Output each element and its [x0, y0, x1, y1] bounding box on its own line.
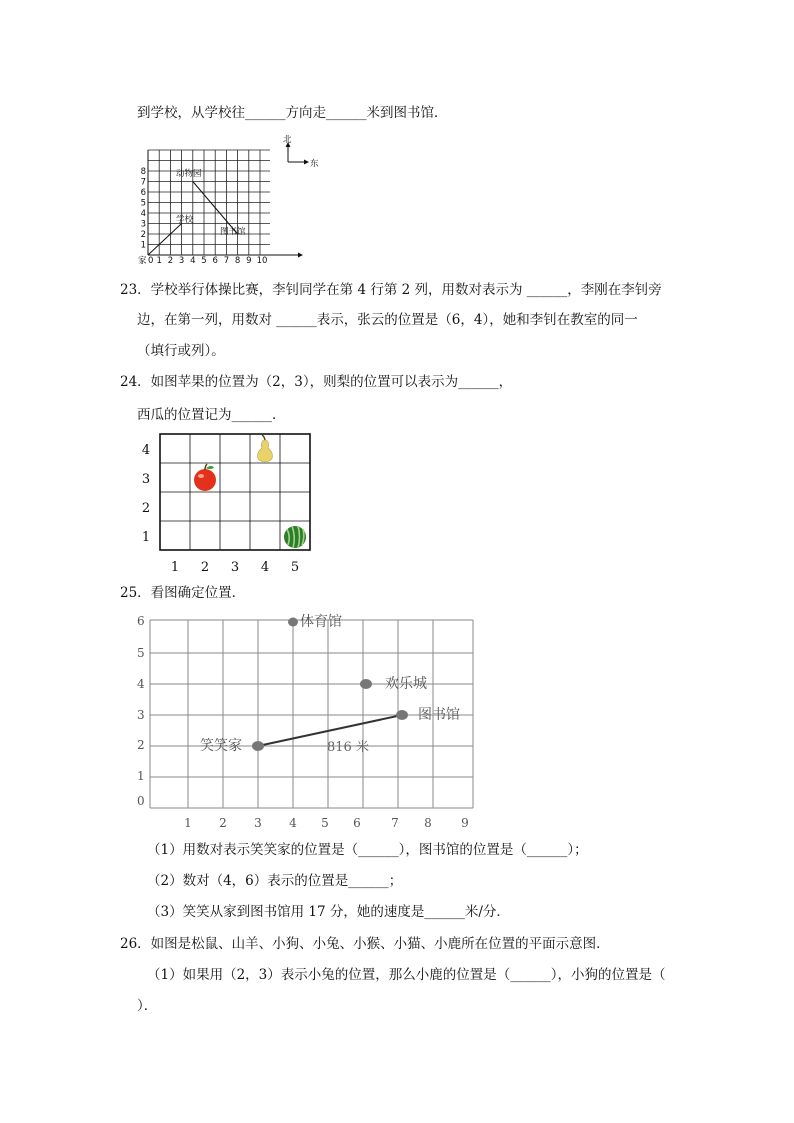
fun-city-label: 欢乐城: [385, 676, 427, 692]
row-label: 3: [141, 472, 151, 487]
y-tick: 5: [140, 198, 146, 209]
y-tick: 1: [140, 240, 146, 251]
q25-title: 25．看图确定位置．: [120, 585, 246, 601]
compass-north-label: 北: [283, 135, 292, 145]
row-label: 1: [141, 530, 151, 545]
x-tick: 2: [219, 816, 227, 830]
library-label: 图书馆: [418, 707, 460, 723]
x-tick: 4: [190, 256, 196, 265]
q25-sub3: （3）笑笑从家到图书馆用 17 分，她的速度是______米/分．: [147, 904, 510, 920]
x-tick: 9: [461, 816, 469, 830]
row-labels: [142, 443, 150, 545]
x-tick: 7: [223, 256, 230, 265]
y-tick: 8: [140, 167, 146, 177]
origin-label: 0: [148, 256, 154, 265]
q26-line3: ）．: [137, 998, 158, 1014]
stadium-point: [288, 613, 342, 630]
y-tick: 6: [140, 188, 146, 198]
x-tick-labels: [156, 256, 267, 265]
x-tick: 5: [321, 816, 329, 830]
col-label: 2: [200, 560, 210, 575]
q23-line2: 边，在第一列，用数对 ______表示，张云的位置是（6，4），她和李钊在教室的同一: [137, 312, 638, 328]
apple-icon: [194, 464, 216, 491]
y-tick: 0: [137, 794, 145, 808]
home-to-school-path: [148, 224, 182, 256]
xiaoxiao-home-point: [200, 738, 264, 754]
x-tick: 3: [178, 256, 185, 265]
x-tick: 8: [424, 816, 432, 830]
q25-sub2: （2）数对（4，6）表示的位置是______；: [147, 873, 403, 889]
y-tick: 3: [137, 708, 145, 722]
x-tick: 6: [212, 256, 218, 265]
y-tick: 4: [137, 677, 145, 691]
q26-line2: （1）如果用（2，3）表示小兔的位置，那么小鹿的位置是（______），小狗的位置是（: [147, 967, 666, 983]
library-label: 图书馆: [220, 227, 246, 237]
x-tick: 8: [234, 256, 241, 265]
y-tick-labels: [137, 614, 145, 808]
x-tick: 10: [256, 256, 268, 265]
stadium-label: 体育馆: [300, 614, 342, 630]
y-tick: 3: [140, 219, 146, 230]
pear-icon: [257, 435, 272, 462]
library-point: [396, 706, 460, 723]
q26-line1: 26．如图是松鼠、山羊、小狗、小兔、小猴、小猫、小鹿所在位置的平面示意图．: [120, 936, 610, 952]
y-tick: 4: [140, 209, 146, 219]
q23-line1: 23．学校举行体操比赛，李钊同学在第 4 行第 2 列，用数对表示为 ______，李刚在李钊旁: [120, 282, 662, 298]
q23-line3: （填行或列）。: [137, 343, 225, 359]
q22-tail-text: 到学校，从学校往______方向走______米到图书馆．: [137, 105, 448, 121]
x-tick: 4: [289, 816, 297, 830]
y-tick: 6: [137, 614, 145, 628]
x-tick: 9: [246, 256, 252, 265]
col-label: 5: [290, 560, 300, 575]
y-tick: 1: [137, 769, 145, 783]
compass-east-label: 东: [310, 159, 319, 169]
x-tick: 5: [201, 256, 207, 265]
col-label: 3: [230, 560, 240, 575]
x-tick: 1: [156, 256, 162, 265]
home-label: 家: [138, 256, 147, 265]
col-label: 1: [170, 560, 180, 575]
distance-label: 816 米: [327, 740, 369, 755]
col-label: 4: [260, 560, 270, 575]
y-tick-labels: [141, 167, 146, 251]
x-tick: 2: [167, 256, 174, 265]
q24-line1: 24．如图苹果的位置为（2，3），则梨的位置可以表示为______，: [120, 374, 513, 390]
y-tick: 2: [137, 738, 145, 752]
q22-grid-figure: [138, 133, 323, 265]
x-tick-labels: [184, 816, 469, 830]
row-label: 2: [141, 501, 151, 516]
x-tick: 1: [184, 816, 192, 830]
col-labels: [171, 560, 299, 575]
q24-line2: 西瓜的位置记为______．: [137, 407, 286, 423]
x-tick: 6: [353, 816, 361, 830]
row-label: 4: [141, 443, 151, 458]
q25-sub1: （1）用数对表示笑笑家的位置是（______），图书馆的位置是（______）；: [147, 842, 588, 858]
watermelon-icon: [284, 526, 306, 548]
q24-fruit-grid: [135, 428, 320, 578]
y-tick: 7: [140, 177, 146, 188]
x-tick: 3: [254, 816, 262, 830]
compass-icon: [283, 134, 319, 169]
school-label: 学校: [176, 215, 194, 225]
y-tick: 5: [137, 646, 145, 660]
zoo-label: 动物园: [176, 169, 202, 179]
fun-city-point: [360, 676, 427, 692]
x-tick: 7: [391, 816, 399, 830]
q25-map-figure: [130, 605, 490, 833]
y-tick: 2: [140, 230, 146, 240]
xiaoxiao-home-label: 笑笑家: [200, 738, 242, 754]
